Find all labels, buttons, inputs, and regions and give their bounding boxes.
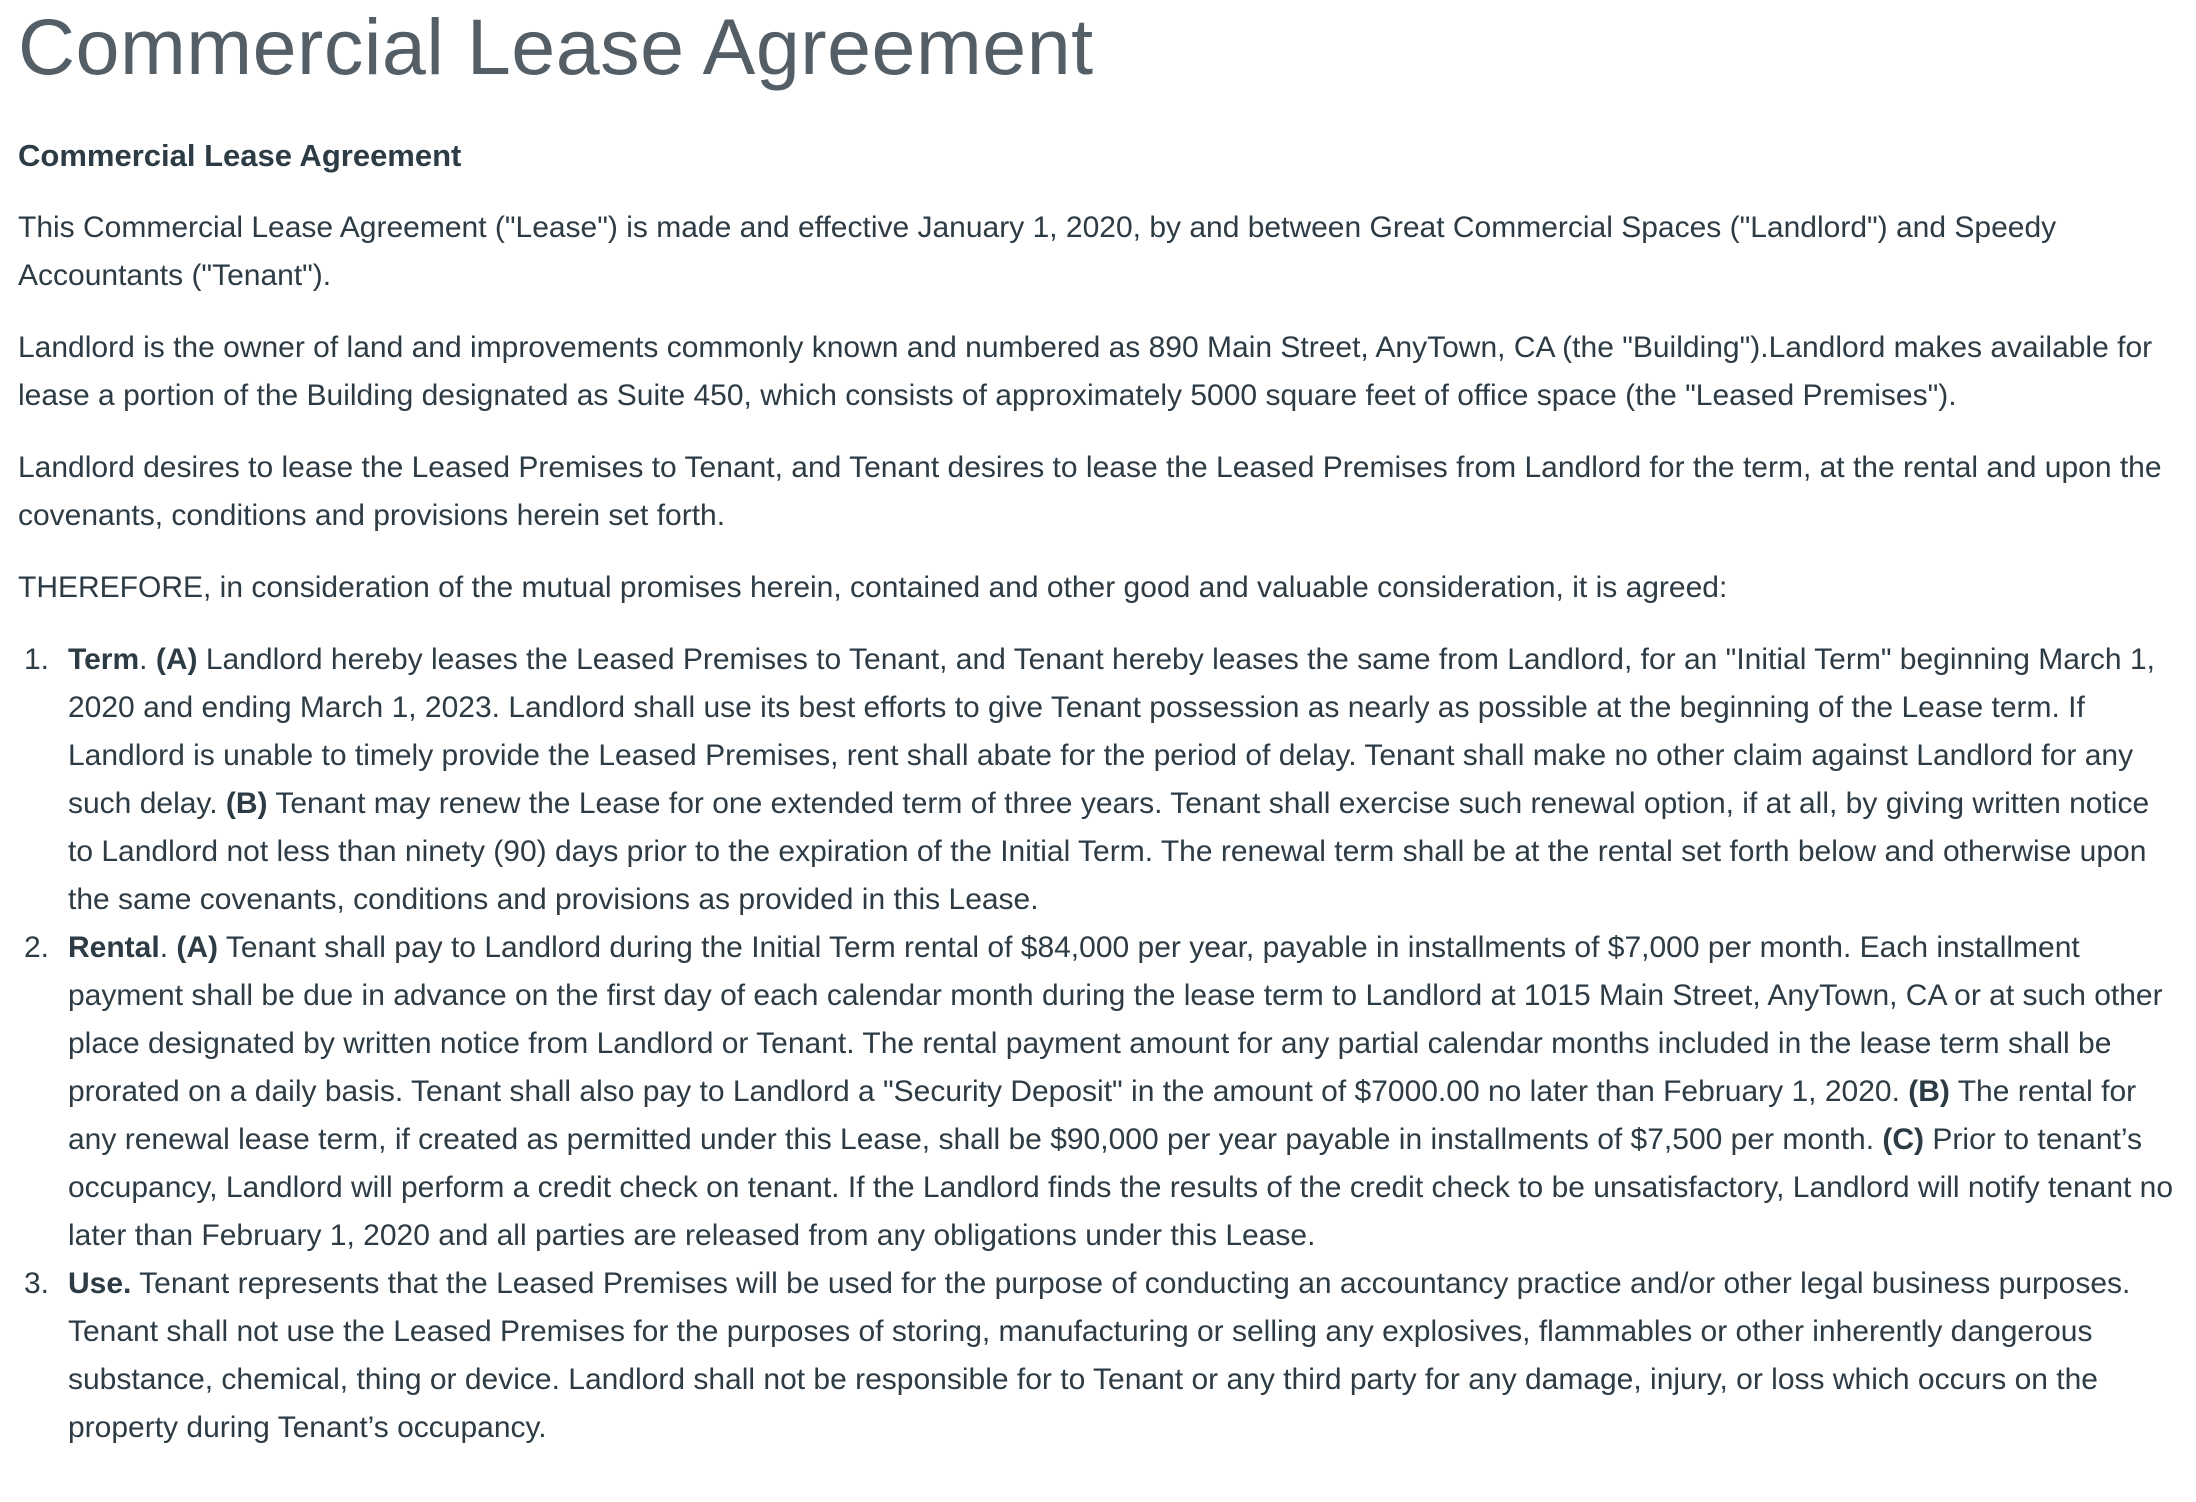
clause-part-label: (C) [1882,1123,1925,1156]
desire-paragraph: Landlord desires to lease the Leased Premises to Tenant, and Tenant desires to lease the Leased Premises from Landlord for the term, at the rental and upon the covenants, conditions and provisions herein set forth. [18,451,2162,532]
clause-title-punct: . [139,643,148,676]
intro-paragraph: This Commercial Lease Agreement ("Lease") is made and effective January 1, 2020, by and between Great Commercial Spaces ("Landlord") and Speedy Accountants ("Tenant"). [18,211,2057,292]
document-body [18,132,2178,1452]
clause-part-text: Prior to tenant’s occupancy, Landlord will perform a credit check on tenant. If the Landlord finds the results of the credit check to be unsatisfactory, Landlord will notify tenant no later than February 1, 2020 and all parties are released from any obligations under this Lease. [68,1123,2174,1252]
clause-part-text: The rental for any renewal lease term, if created as permitted under this Lease, shall be $90,000 per year payable in installments of $7,500 per month. [68,1075,2137,1156]
clause-part-label: (B) [225,787,268,820]
clause-number: 3. [24,1267,50,1300]
clause-part-text: Tenant shall pay to Landlord during the Initial Term rental of $84,000 per year, payable in installments of $7,000 per month. Each installment payment shall be due in advance on the first day of each calendar month during the lease term to Landlord at 1015 Main Street, AnyTown, CA or at such other place designated by written notice from Landlord or Tenant. The rental payment amount for any partial calendar months included in the lease term shall be prorated on a daily basis. Tenant shall also pay to Landlord a "Security Deposit" in the amount of $7000.00 no later than February 1, 2020. [68,931,2163,1108]
clause-title: Rental [68,931,160,964]
therefore-paragraph: THEREFORE, in consideration of the mutual promises herein, contained and other good and valuable consideration, it is agreed: [18,571,1728,604]
clause-list [18,636,2178,1452]
clause-title: Use. [68,1267,132,1300]
clause-number: 2. [24,931,50,964]
building-paragraph: Landlord is the owner of land and improvements commonly known and numbered as 890 Main Street, AnyTown, CA (the "Building").Landlord makes available for lease a portion of the Building designated as Suite 450, which consists of approximately 5000 square feet of office space (the "Leased Premises"). [18,331,2153,412]
document-heading: Commercial Lease Agreement [18,138,462,173]
clause-term [24,636,2178,924]
page-title: Commercial Lease Agreement [18,2,1094,91]
clause-number: 1. [24,643,50,676]
clause-title: Term [68,643,140,676]
clause-part-label: (A) [176,931,219,964]
clause-part-text: Tenant represents that the Leased Premises will be used for the purpose of conducting an accountancy practice and/or other legal business purposes. Tenant shall not use the Leased Premises for the purposes of storing, manufacturing or selling any explosives, flammables or other inherently dangerous substance, chemical, thing or device. Landlord shall not be responsible for to Tenant or any third party for any damage, injury, or loss which occurs on the property during Tenant’s occupancy. [68,1267,2131,1444]
clause-part-label: (A) [155,643,198,676]
clause-use [24,1260,2178,1452]
clause-part-label: (B) [1908,1075,1950,1108]
clause-rental [24,924,2178,1260]
clause-title-punct: . [159,931,169,964]
clause-part-text: Landlord hereby leases the Leased Premises to Tenant, and Tenant hereby leases the same from Landlord, for an "Initial Term" beginning March 1, 2020 and ending March 1, 2023. Landlord shall use its best efforts to give Tenant possession as nearly as possible at the beginning of the Lease term. If Landlord is unable to timely provide the Leased Premises, rent shall abate for the period of delay. Tenant shall make no other claim against Landlord for any such delay. [68,643,2155,820]
clause-part-text: Tenant may renew the Lease for one extended term of three years. Tenant shall exercise such renewal option, if at all, by giving written notice to Landlord not less than ninety (90) days prior to the expiration of the Initial Term. The renewal term shall be at the rental set forth below and otherwise upon the same covenants, conditions and provisions as provided in this Lease. [68,787,2150,916]
